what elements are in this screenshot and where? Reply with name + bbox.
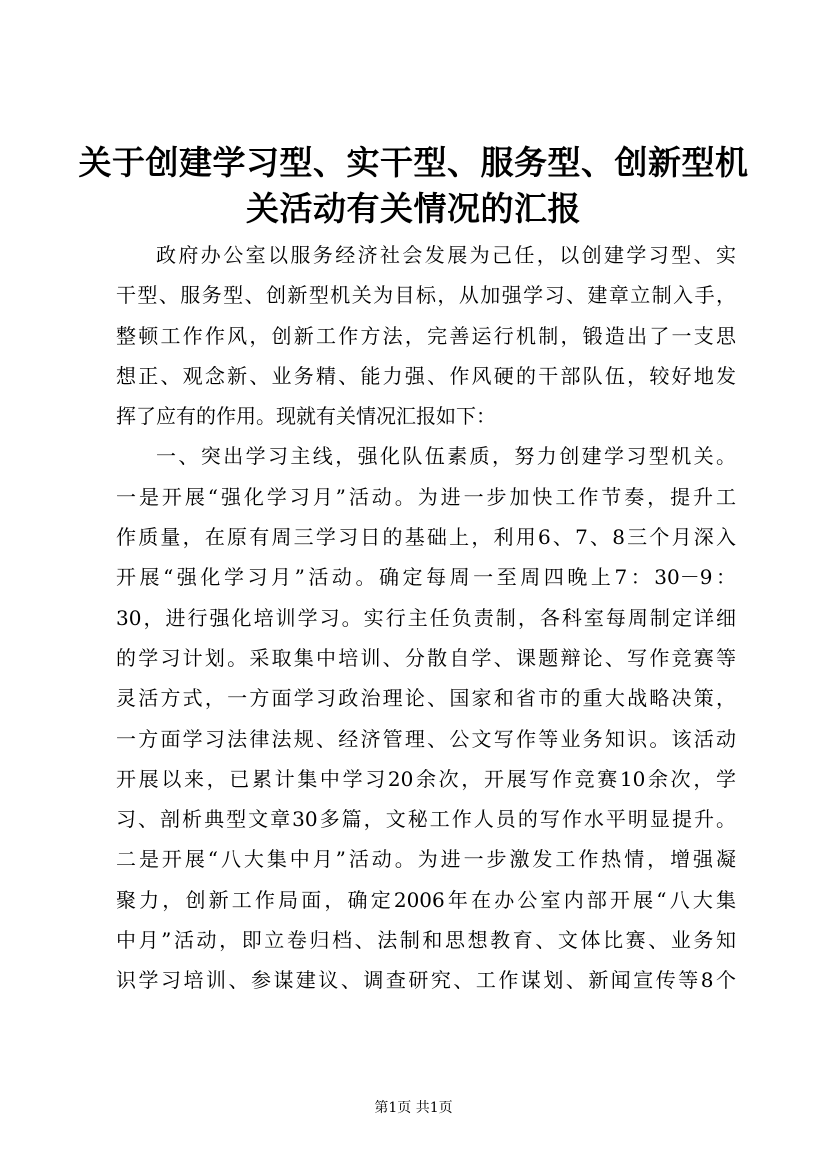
body-line: 灵活方式，一方面学习政治理论、国家和省市的重大战略决策， — [116, 686, 736, 711]
body-line: 整顿工作作风，创新工作方法，完善运行机制，锻造出了一支思 — [116, 323, 736, 348]
body-line: 习、剖析典型文章30多篇，文秘工作人员的写作水平明显提升。 — [116, 807, 736, 832]
title-line-2: 关活动有关情况的汇报 — [246, 189, 581, 228]
body-line: 想正、观念新、业务精、能力强、作风硬的干部队伍，较好地发 — [116, 363, 736, 388]
body-line: 作质量，在原有周三学习日的基础上，利用6、7、8三个月深入 — [116, 525, 736, 550]
document-body — [116, 235, 736, 1001]
body-line: 的学习计划。采取集中培训、分散自学、课题辩论、写作竞赛等 — [116, 645, 736, 670]
body-line: 聚力，创新工作局面，确定2006年在办公室内部开展“八大集 — [116, 887, 736, 912]
page-footer: 第1页 共1页 — [374, 1100, 453, 1116]
body-line: 中月”活动，即立卷归档、法制和思想教育、文体比赛、业务知 — [116, 928, 736, 953]
body-line: 30，进行强化培训学习。实行主任负责制，各科室每周制定详细 — [116, 605, 736, 630]
body-line: 识学习培训、参谋建议、调查研究、工作谋划、新闻宣传等8个 — [116, 968, 736, 993]
body-line: 一是开展“强化学习月”活动。为进一步加快工作节奏，提升工 — [116, 484, 736, 509]
body-line: 二是开展“八大集中月”活动。为进一步激发工作热情，增强凝 — [116, 847, 736, 872]
body-line: 政府办公室以服务经济社会发展为己任，以创建学习型、实 — [156, 243, 736, 267]
document-title — [60, 140, 767, 232]
body-line: 一、突出学习主线，强化队伍素质，努力创建学习型机关。 — [156, 444, 736, 469]
body-line: 干型、服务型、创新型机关为目标，从加强学习、建章立制入手， — [116, 283, 736, 308]
body-line: 开展“强化学习月”活动。确定每周一至周四晚上7：30－9： — [116, 565, 736, 590]
body-line: 挥了应有的作用。现就有关情况汇报如下： — [116, 404, 496, 429]
body-line: 一方面学习法律法规、经济管理、公文写作等业务知识。该活动 — [116, 726, 736, 751]
title-line-1: 关于创建学习型、实干型、服务型、创新型机 — [78, 143, 749, 182]
body-line: 开展以来，已累计集中学习20余次，开展写作竞赛10余次，学 — [116, 766, 736, 791]
